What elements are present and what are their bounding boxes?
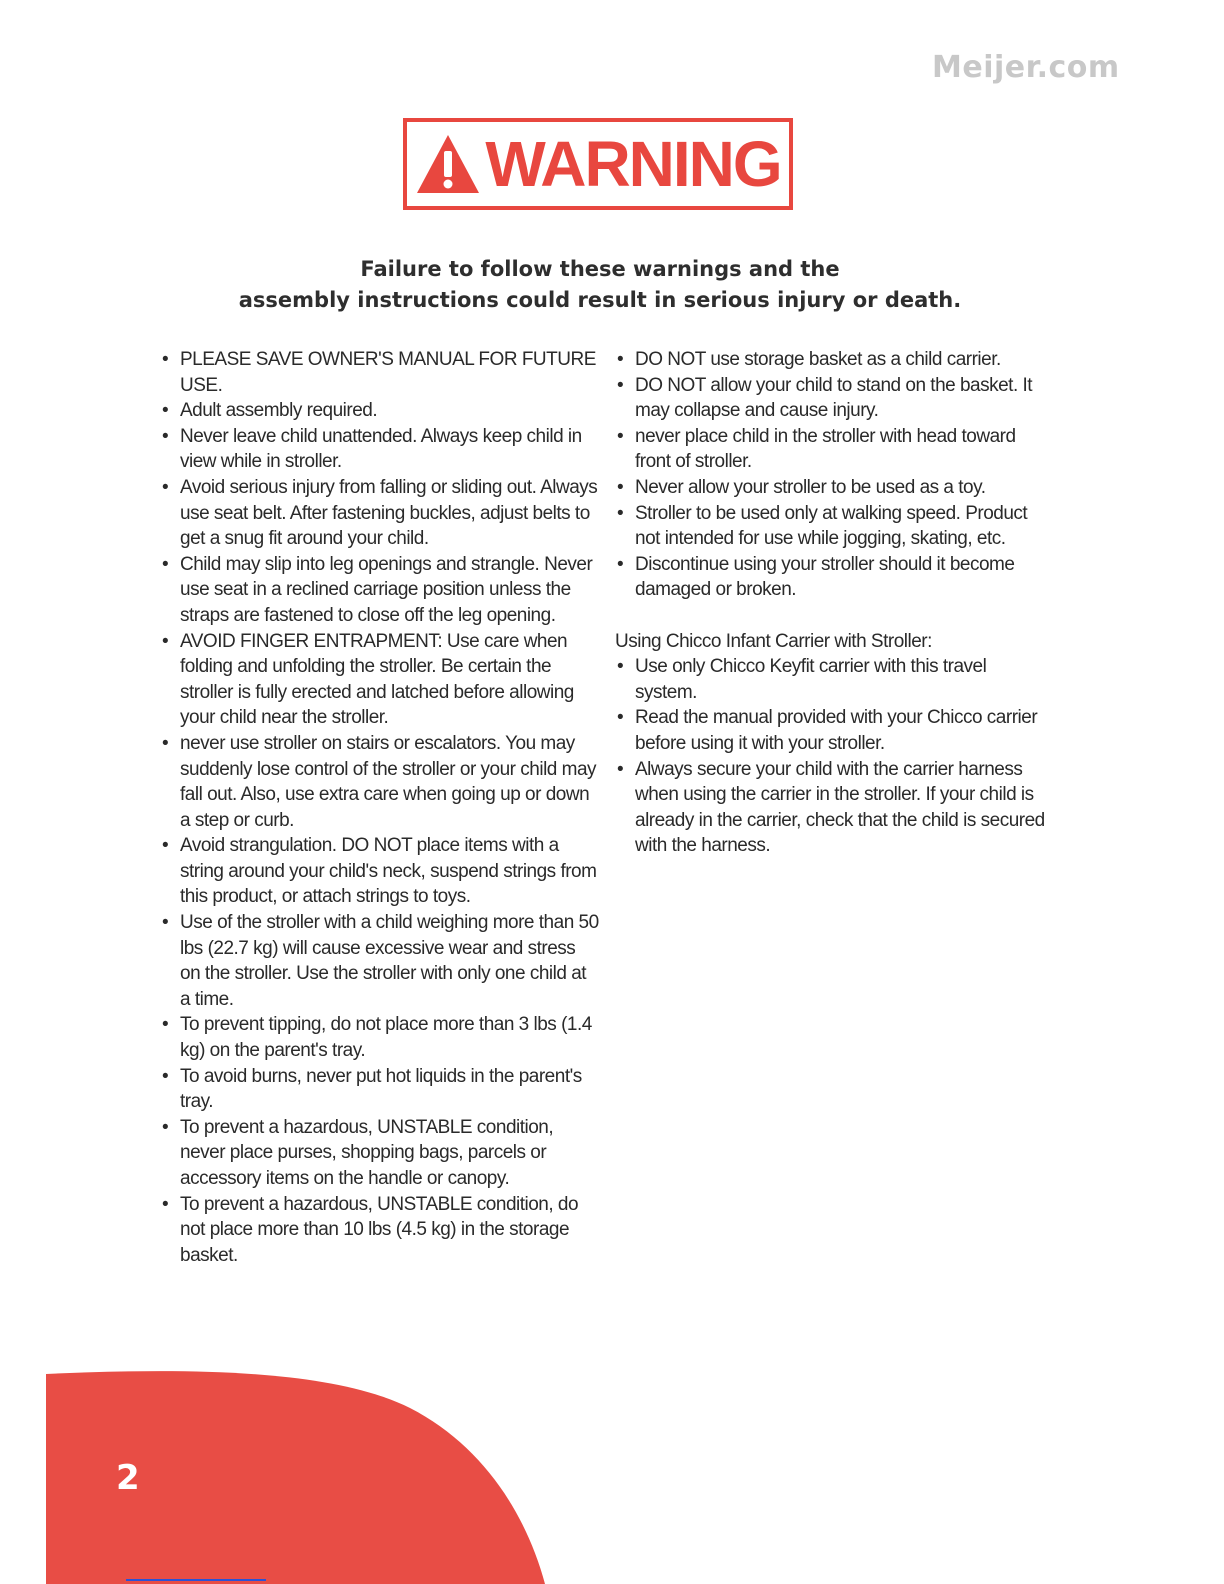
page-corner-decoration <box>0 1360 560 1584</box>
warning-subtitle <box>0 254 1200 316</box>
carrier-item: • Use only Chicco Keyfit carrier with this travel system. <box>615 654 1045 705</box>
spacer <box>615 603 1045 629</box>
warning-triangle-icon <box>415 133 481 195</box>
warning-item: • Never allow your stroller to be used as a toy. <box>615 475 1045 501</box>
warning-item: • Stroller to be used only at walking speed. Product not intended for use while jogging, skating, etc. <box>615 501 1045 552</box>
carrier-item: • Read the manual provided with your Chicco carrier before using it with your stroller. <box>615 705 1045 756</box>
warning-item: • To prevent a hazardous, UNSTABLE condition, do not place more than 10 lbs (4.5 kg) in the storage basket. <box>160 1192 600 1269</box>
left-warning-list <box>160 347 600 1268</box>
watermark: Meijer.com <box>932 50 1120 85</box>
warning-item: • To prevent tipping, do not place more than 3 lbs (1.4 kg) on the parent's tray. <box>160 1012 600 1063</box>
warning-title: WARNING <box>485 128 781 200</box>
carrier-section-heading: Using Chicco Infant Carrier with Stroller: <box>615 630 932 652</box>
warning-item: • To prevent a hazardous, UNSTABLE condition, never place purses, shopping bags, parcels or accessory items on the handle or canopy. <box>160 1115 600 1192</box>
warning-item: • Child may slip into leg openings and strangle. Never use seat in a reclined carriage position unless the straps are fastened to close off the leg opening. <box>160 552 600 629</box>
warning-item: • Use of the stroller with a child weighing more than 50 lbs (22.7 kg) will cause excessive wear and stress on the stroller. Use the stroller with only one child at a time. <box>160 910 600 1012</box>
warning-item: • Avoid strangulation. DO NOT place items with a string around your child's neck, suspend strings from this product, or attach strings to toys. <box>160 833 600 910</box>
page-number: 2 <box>116 1458 140 1498</box>
warning-item: • Discontinue using your stroller should it become damaged or broken. <box>615 552 1045 603</box>
warning-item: • never place child in the stroller with head toward front of stroller. <box>615 424 1045 475</box>
warning-item: • DO NOT allow your child to stand on the basket. It may collapse and cause injury. <box>615 373 1045 424</box>
subtitle-line-2: assembly instructions could result in serious injury or death. <box>238 288 962 312</box>
right-warning-list <box>615 347 1045 859</box>
warning-item: • Adult assembly required. <box>160 398 600 424</box>
carrier-item: • Always secure your child with the carrier harness when using the carrier in the stroller. If your child is already in the carrier, check that the child is secured with the harness. <box>615 757 1045 859</box>
warning-item: • Avoid serious injury from falling or sliding out. Always use seat belt. After fastening buckles, adjust belts to get a snug fit around your child. <box>160 475 600 552</box>
footer-link-line <box>126 1579 266 1581</box>
warning-item: • never use stroller on stairs or escalators. You may suddenly lose control of the stroller or your child may fall out. Also, use extra care when going up or down a step or curb. <box>160 731 600 833</box>
warning-item: • AVOID FINGER ENTRAPMENT: Use care when folding and unfolding the stroller. Be certain the stroller is fully erected and latched before allowing your child near the stroller. <box>160 629 600 731</box>
warning-item: • To avoid burns, never put hot liquids in the parent's tray. <box>160 1064 600 1115</box>
warning-banner <box>403 118 793 210</box>
subtitle-line-1: Failure to follow these warnings and the <box>360 257 840 281</box>
warning-item: • DO NOT use storage basket as a child carrier. <box>615 347 1045 373</box>
warning-item: • Never leave child unattended. Always keep child in view while in stroller. <box>160 424 600 475</box>
warning-item: • PLEASE SAVE OWNER'S MANUAL FOR FUTURE USE. <box>160 347 600 398</box>
